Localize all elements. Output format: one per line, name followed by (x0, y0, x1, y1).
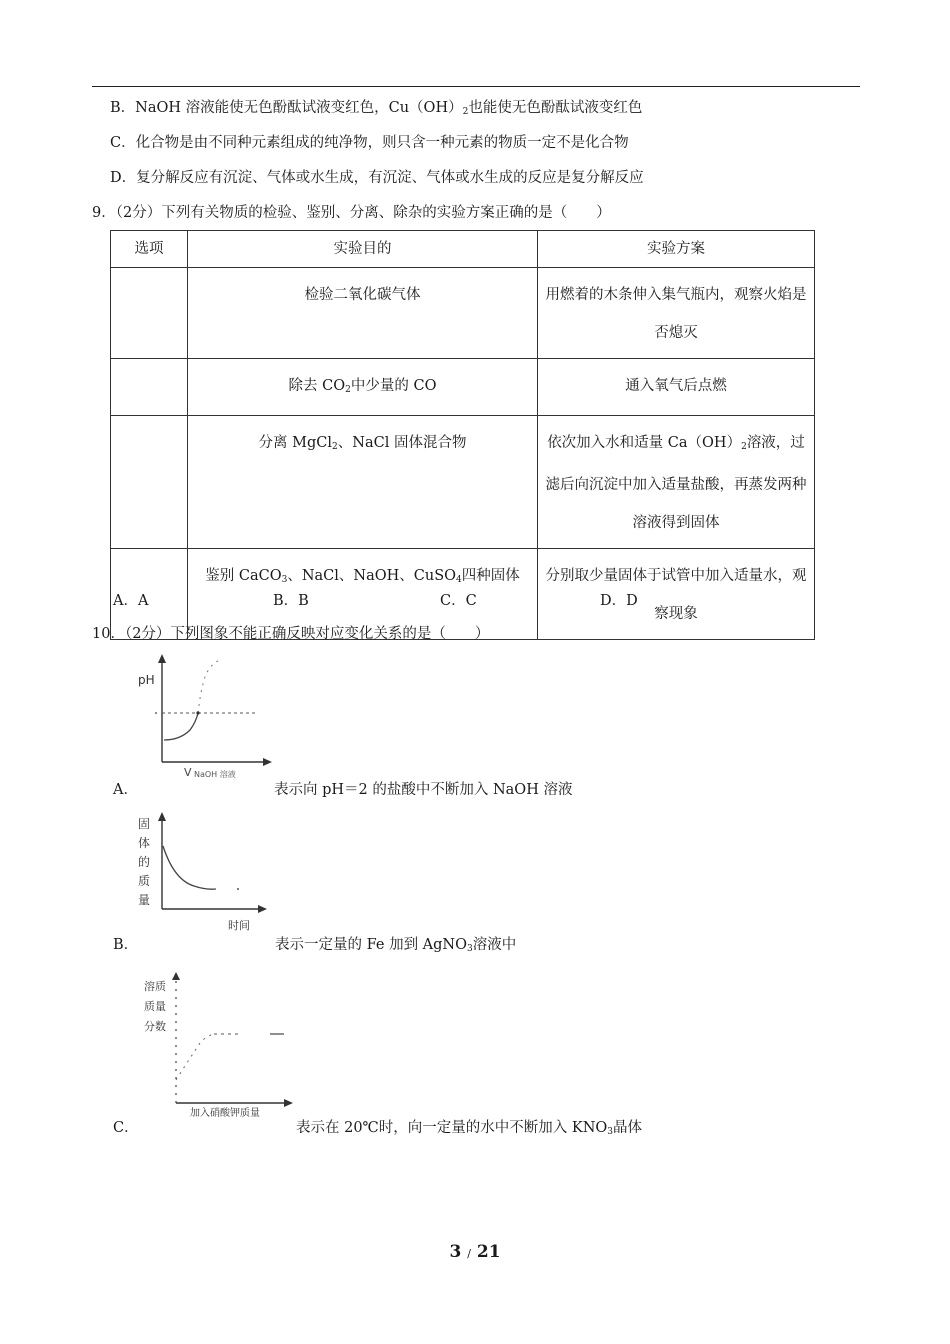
graph-a-x-sub: NaOH 溶液 (194, 770, 236, 779)
graph-b-y-5: 量 (138, 893, 151, 907)
graph-c-x-label: 加入硝酸钾质量 (190, 1108, 260, 1118)
page-number: 3 / 21 (449, 1242, 501, 1262)
q8-option-b: B．NaOH 溶液能使无色酚酞试液变红色，$Cu(OH)_2$也能使无色酚酞试液变红色 (110, 100, 643, 117)
q9-stem: 9．（2分）下列有关物质的检验、鉴别、分离、除杂的实验方案正确的是（ ） (92, 205, 611, 221)
q10-option-a-text: 表示向 pH＝2 的盐酸中不断加入 NaOH 溶液 (274, 782, 573, 798)
graph-b-x-label: 时间 (228, 919, 250, 932)
graph-a-y-label: pH (138, 673, 155, 687)
header-goal: 实验目的 (188, 231, 538, 268)
graph-b-y-2: 体 (138, 836, 151, 850)
table-row (111, 268, 815, 359)
table-row (111, 359, 815, 416)
table-row (111, 416, 815, 549)
row-plan: 通入氧气后点燃 (538, 359, 815, 416)
q8-option-d: D．复分解反应有沉淀、气体或水生成，有沉淀、气体或水生成的反应是复分解反应 (110, 170, 644, 186)
graph-a (134, 650, 274, 780)
graph-b (132, 808, 272, 933)
header-plan: 实验方案 (538, 231, 815, 268)
graph-c-y-1: 溶质 (144, 980, 166, 993)
row-option (111, 416, 188, 549)
q9-table (110, 230, 815, 640)
row-plan: 依次加入水和适量 $Ca(OH)_2$溶液，过滤后向沉淀中加入适量盐酸，再蒸发两种溶液得到固体 (538, 416, 815, 549)
q8-option-c: C．化合物是由不同种元素组成的纯净物，则只含一种元素的物质一定不是化合物 (110, 135, 629, 151)
row-goal: 检验二氧化碳气体 (188, 268, 538, 359)
row-goal: 鉴别 CaCO$_3$、NaCl、NaOH、CuSO$_4$四种固体 (188, 549, 538, 640)
graph-b-y-4: 质 (138, 874, 151, 888)
q10-option-b-label: B． (113, 937, 139, 953)
row-goal: 除去 $CO_2$中少量的 CO (188, 359, 538, 416)
q10-option-a-label: A． (113, 782, 138, 798)
table-header-row (111, 231, 815, 268)
row-plan: 分别取少量固体于试管中加入适量水，观察现象 (538, 549, 815, 640)
q10-option-c-text: 表示在 20℃时，向一定量的水中不断加入 $KNO_3$晶体 (296, 1120, 643, 1137)
q9-choice-a: A．A (113, 593, 149, 609)
graph-c-y-3: 分数 (144, 1020, 166, 1033)
row-plan: 用燃着的木条伸入集气瓶内，观察火焰是否熄灭 (538, 268, 815, 359)
graph-a-x-label: V (184, 766, 192, 779)
q10-stem: 10．（2分）下列图象不能正确反映对应变化关系的是（ ） (92, 626, 490, 642)
q9-choice-c: C．C (440, 593, 477, 609)
header-option: 选项 (111, 231, 188, 268)
q9-choice-b: B．B (273, 593, 309, 609)
graph-b-y-3: 的 (138, 855, 151, 869)
row-option (111, 268, 188, 359)
q9-choice-d: D．D (600, 593, 638, 609)
row-goal: 分离 MgCl$_2$、NaCl 固体混合物 (188, 416, 538, 549)
graph-c-y-2: 质量 (144, 1000, 166, 1013)
graph-b-y-1: 固 (138, 817, 151, 831)
header-rule (92, 86, 860, 87)
row-option (111, 359, 188, 416)
q10-option-c-label: C． (113, 1120, 139, 1136)
q10-option-b-text: 表示一定量的 Fe 加到 AgNO$_3$溶液中 (275, 937, 517, 954)
graph-c (140, 968, 300, 1118)
